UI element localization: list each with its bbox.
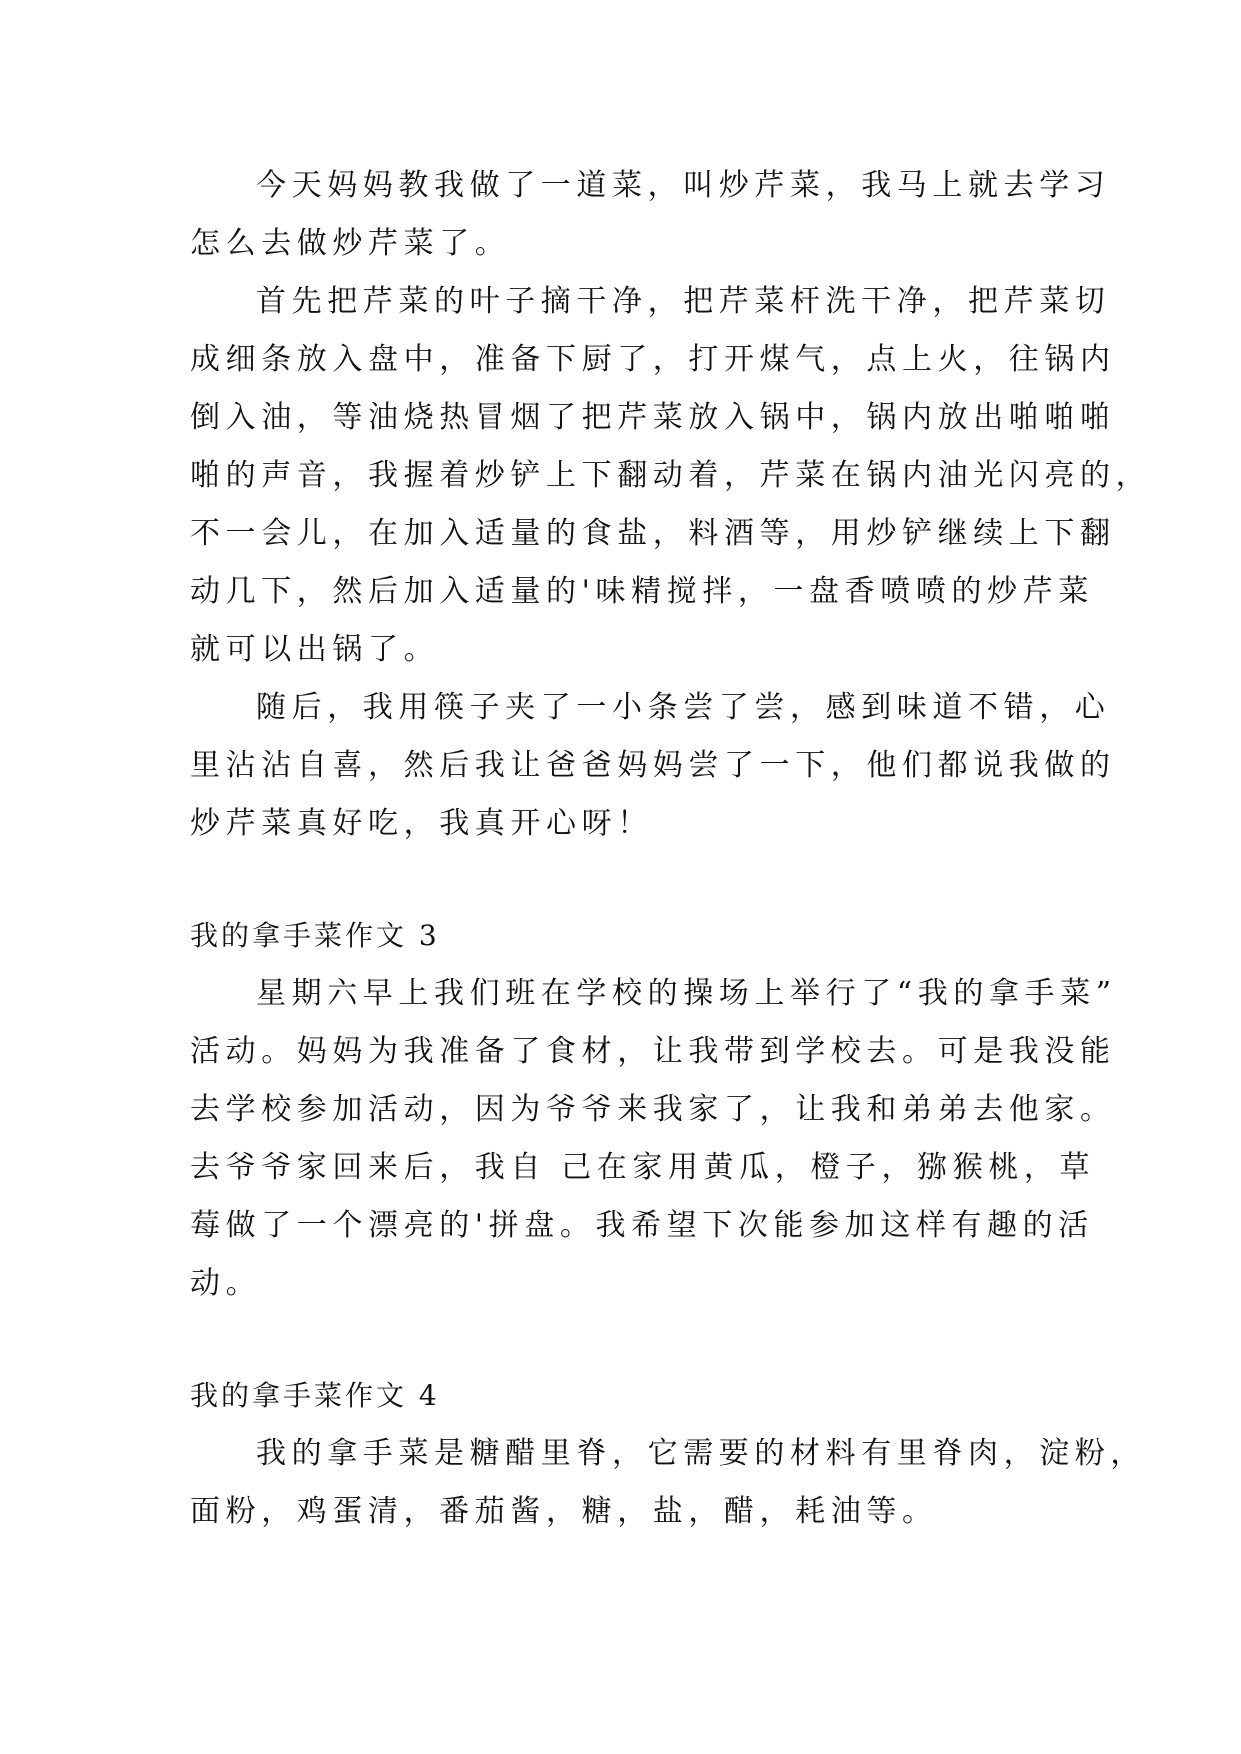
- section-heading: 我的拿手菜作文 4: [190, 1379, 440, 1412]
- paragraph-line: 动几下，然后加入适量的'味精搅拌，一盘香喷喷的炒芹菜: [190, 574, 1094, 609]
- paragraph: [190, 965, 1117, 1313]
- paragraph-line: 怎么去做炒芹菜了。: [190, 226, 511, 261]
- paragraph-line: 随后，我用筷子夹了一小条尝了尝，感到味道不错，心: [256, 690, 1111, 725]
- paragraph-line: 我的拿手菜是糖醋里脊，它需要的材料有里脊肉，淀粉，: [256, 1436, 1146, 1471]
- paragraph-line: 倒入油，等油烧热冒烟了把芹菜放入锅中，锅内放出啪啪啪: [190, 400, 1116, 435]
- paragraph: [190, 157, 1111, 273]
- paragraph-line: 里沾沾自喜，然后我让爸爸妈妈尝了一下，他们都说我做的: [190, 748, 1116, 783]
- section-spacer: [190, 853, 1050, 907]
- paragraph-line: 成细条放入盘中，准备下厨了，打开煤气，点上火，往锅内: [190, 342, 1116, 377]
- paragraph-line: 莓做了一个漂亮的'拼盘。我希望下次能参加这样有趣的活: [190, 1208, 1094, 1243]
- paragraph: [190, 679, 1116, 853]
- section-spacer: [190, 1313, 1050, 1367]
- paragraph-line: 面粉，鸡蛋清，番茄酱，糖，盐，醋，耗油等。: [190, 1494, 938, 1529]
- document-body: [190, 157, 1152, 1541]
- paragraph-line: 首先把芹菜的叶子摘干净，把芹菜杆洗干净，把芹菜切: [256, 284, 1111, 319]
- paragraph-line: 啪的声音，我握着炒铲上下翻动着，芹菜在锅内油光闪亮的，: [190, 458, 1152, 493]
- paragraph-line: 活动。妈妈为我准备了食材，让我带到学校去。可是我没能: [190, 1034, 1116, 1069]
- paragraph-line: 炒芹菜真好吃，我真开心呀！: [190, 806, 653, 841]
- paragraph-line: 星期六早上我们班在学校的操场上举行了“我的拿手菜”: [256, 976, 1117, 1011]
- section-heading: 我的拿手菜作文 3: [190, 919, 440, 952]
- paragraph-line: 今天妈妈教我做了一道菜，叫炒芹菜，我马上就去学习: [256, 168, 1111, 203]
- paragraph-line: 去爷爷家回来后，我自 己在家用黄瓜，橙子，猕猴桃，草: [190, 1150, 1096, 1185]
- paragraph-line: 去学校参加活动，因为爷爷来我家了，让我和弟弟去他家。: [190, 1092, 1116, 1127]
- paragraph-line: 就可以出锅了。: [190, 632, 440, 667]
- paragraph: [190, 1425, 1146, 1541]
- paragraph-line: 不一会儿，在加入适量的食盐，料酒等，用炒铲继续上下翻: [190, 516, 1116, 551]
- paragraph-line: 动。: [190, 1266, 262, 1301]
- paragraph: [190, 273, 1152, 679]
